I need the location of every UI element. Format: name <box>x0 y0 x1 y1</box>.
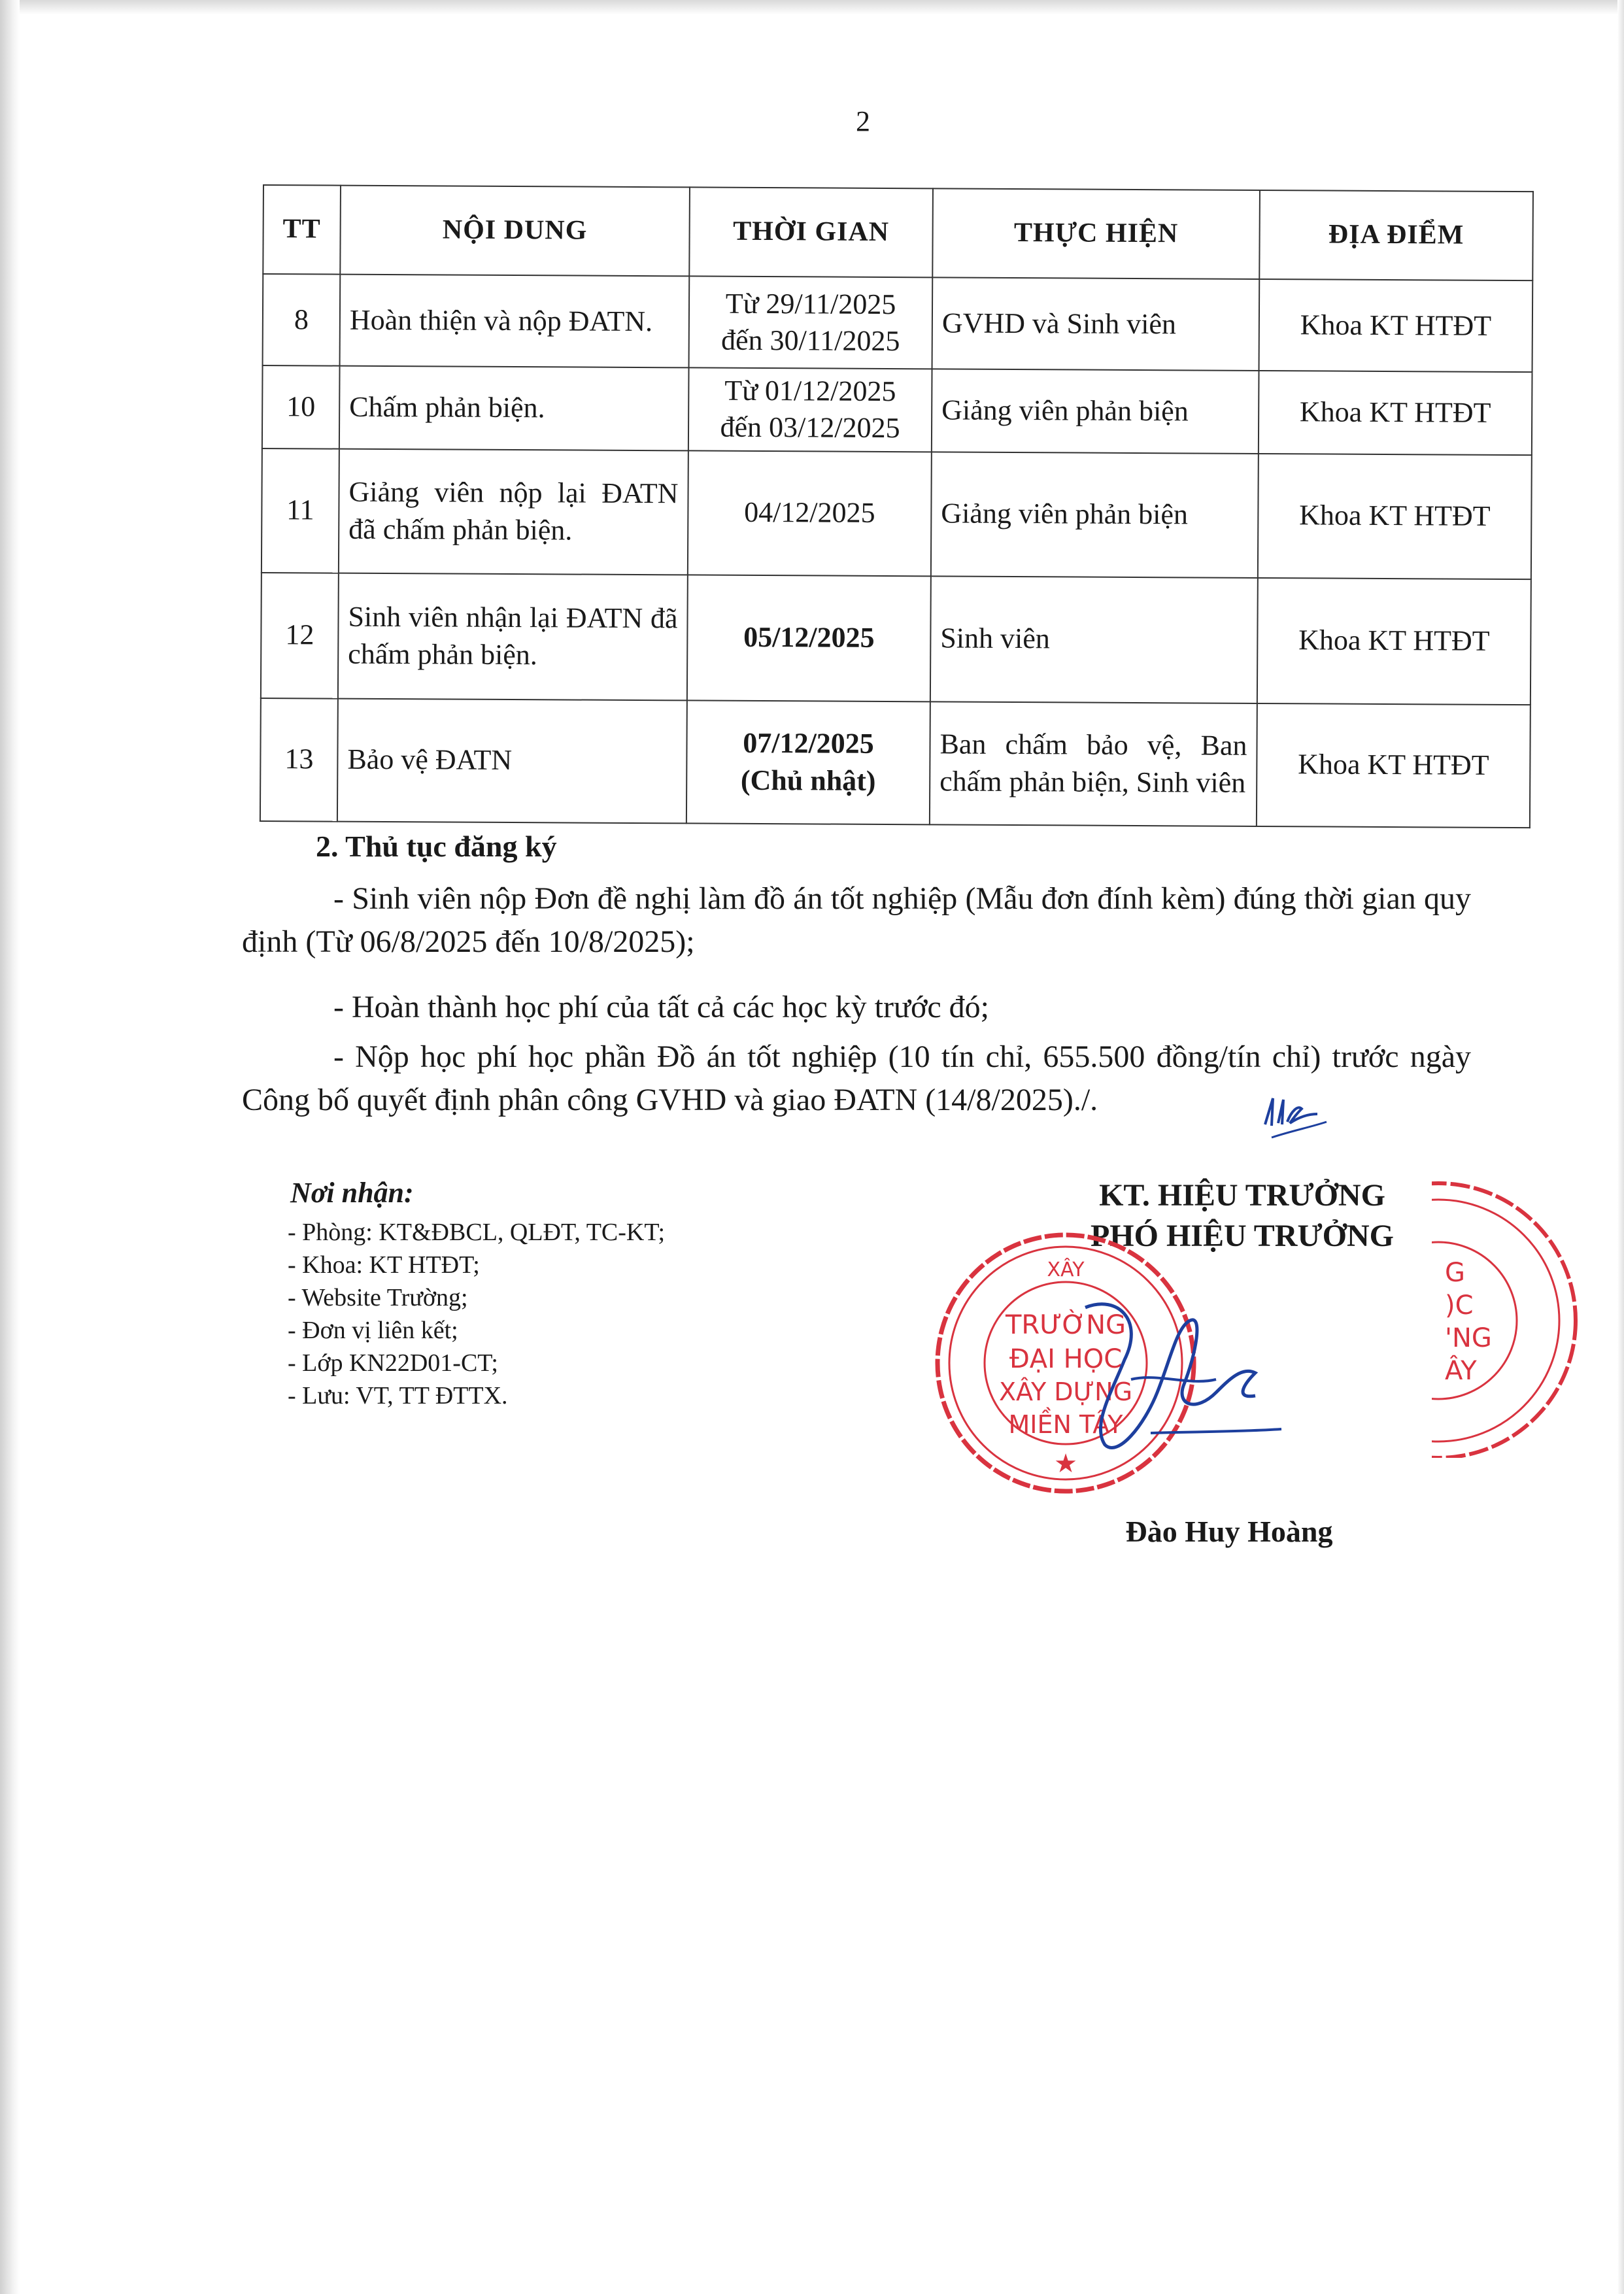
svg-text:★: ★ <box>1054 1449 1077 1479</box>
row-time <box>687 575 931 701</box>
row-time <box>688 450 932 576</box>
scan-edge-top <box>0 0 1624 14</box>
row-tt: 8 <box>263 274 341 366</box>
header-content: NỘI DUNG <box>340 186 690 277</box>
table-row <box>262 448 1532 579</box>
table-header-row <box>263 185 1533 280</box>
row-executor: GVHD và Sinh viên <box>932 277 1260 371</box>
row-tt: 11 <box>262 448 339 573</box>
schedule-table <box>260 184 1534 828</box>
procedure-item-1: - Sinh viên nộp Đơn đề nghị làm đồ án tốt nghiệp (Mẫu đơn đính kèm) đúng thời gian quy định (Từ 06/8/2025 đến 10/8/2025); <box>242 881 1471 959</box>
row-place: Khoa KT HTĐT <box>1257 578 1531 705</box>
signature-icon <box>1046 1281 1321 1477</box>
list-item: - Lớp KN22D01-CT; <box>288 1349 498 1377</box>
table-row <box>260 698 1531 828</box>
row-time-line1: 05/12/2025 <box>743 621 875 654</box>
row-content: Bảo vệ ĐATN <box>337 698 687 823</box>
seal-line3: XÂY DỰNG <box>998 1377 1133 1406</box>
svg-text:'NG: 'NG <box>1445 1323 1492 1353</box>
list-item: - Lưu: VT, TT ĐTTX. <box>288 1382 508 1409</box>
seal-line4: MIỀN TÂY <box>1008 1410 1123 1439</box>
signer-name: Đào Huy Hoàng <box>1125 1515 1333 1548</box>
row-time-line2: đến 03/12/2025 <box>720 411 900 445</box>
row-time-line1: Từ 01/12/2025 <box>724 374 896 408</box>
row-time-line2: (Chủ nhật) <box>740 764 876 797</box>
page-number: 2 <box>856 105 870 137</box>
row-executor: Giảng viên phản biện <box>931 452 1259 578</box>
row-place: Khoa KT HTĐT <box>1258 454 1532 579</box>
seal-line1: TRƯỜNG <box>1006 1310 1126 1340</box>
row-time-line2: đến 30/11/2025 <box>720 324 900 358</box>
row-time-line1: Từ 29/11/2025 <box>725 287 896 320</box>
row-content: Hoàn thiện và nộp ĐATN. <box>340 275 690 368</box>
seal-line2: ĐẠI HỌC <box>1009 1344 1123 1374</box>
row-content: Chấm phản biện. <box>339 366 689 450</box>
svg-text:)C: )C <box>1445 1290 1474 1321</box>
section-heading: 2. Thủ tục đăng ký <box>316 830 557 863</box>
row-place: Khoa KT HTĐT <box>1257 703 1531 828</box>
list-item: - Khoa: KT HTĐT; <box>288 1251 480 1279</box>
row-tt: 13 <box>260 698 338 822</box>
svg-text:G: G <box>1445 1258 1465 1288</box>
scan-edge-right <box>1617 0 1624 2294</box>
row-executor: Sinh viên <box>930 576 1258 703</box>
signature-title-line2: PHÓ HIỆU TRƯỞNG <box>1090 1219 1395 1253</box>
row-place: Khoa KT HTĐT <box>1259 371 1532 455</box>
recipients-list <box>288 1216 665 1412</box>
header-place: ĐỊA ĐIỂM <box>1259 190 1533 280</box>
row-time <box>688 367 932 452</box>
row-executor: Ban chấm bảo vệ, Ban chấm phản biện, Sinh viên <box>930 701 1257 826</box>
table-row <box>263 274 1533 372</box>
signature-title-line1: KT. HIỆU TRƯỞNG <box>1099 1178 1385 1213</box>
header-time: THỜI GIAN <box>689 187 933 277</box>
procedure-item-3: - Nộp học phí học phần Đồ án tốt nghiệp (10 tín chỉ, 655.500 đồng/tín chỉ) trước ngày Công bố quyết định phân công GVHD và giao ĐATN (14/8/2025)./. <box>242 1039 1471 1117</box>
row-time <box>689 276 933 369</box>
row-tt: 10 <box>262 365 340 448</box>
seal-partial-icon <box>1432 1170 1615 1458</box>
list-item: - Website Trường; <box>288 1284 468 1311</box>
list-item: - Phòng: KT&ĐBCL, QLĐT, TC-KT; <box>288 1219 666 1246</box>
row-tt: 12 <box>261 573 339 699</box>
procedure-item-2: - Hoàn thành học phí của tất cả các học kỳ trước đó; <box>333 990 990 1024</box>
row-place: Khoa KT HTĐT <box>1259 279 1533 372</box>
scan-edge-left <box>0 0 20 2294</box>
recipients-block <box>288 1177 665 1412</box>
table-row <box>262 365 1532 455</box>
row-executor: Giảng viên phản biện <box>932 369 1259 453</box>
header-executor: THỰC HIỆN <box>932 188 1260 279</box>
table-row <box>261 573 1531 705</box>
row-content: Giảng viên nộp lại ĐATN đã chấm phản biện. <box>339 448 688 575</box>
recipients-heading: Nơi nhận: <box>290 1177 414 1209</box>
svg-text:ÂY: ÂY <box>1445 1356 1477 1386</box>
initials-mark <box>1259 1085 1330 1144</box>
row-content: Sinh viên nhận lại ĐATN đã chấm phản biện. <box>338 573 688 700</box>
row-time-line1: 07/12/2025 <box>743 727 874 760</box>
header-tt: TT <box>263 185 341 275</box>
row-time <box>686 700 930 824</box>
list-item: - Đơn vị liên kết; <box>288 1317 458 1344</box>
row-time-line1: 04/12/2025 <box>744 496 875 530</box>
seal-arc-text: XÂY <box>1047 1258 1085 1281</box>
